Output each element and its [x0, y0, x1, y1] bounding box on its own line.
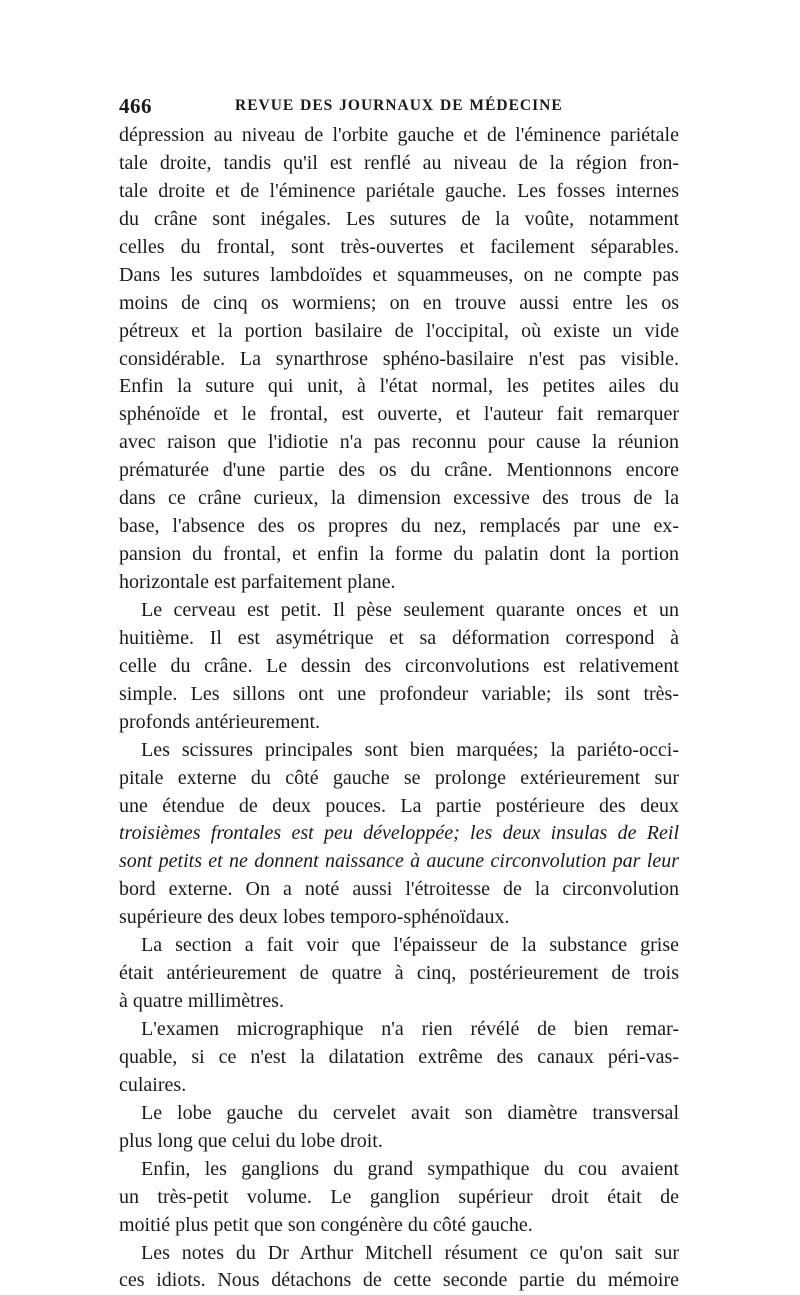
text-line: culaires. — [119, 1073, 187, 1096]
text-line: Le cerveau est petit. Il pèse seulement quarante onces et un — [141, 598, 679, 621]
text-line: ces idiots. Nous détachons de cette seconde partie du mémoire — [119, 1269, 679, 1292]
text-line: sphénoïde et le frontal, est ouverte, et l'auteur fait remarquer — [119, 403, 679, 426]
text-line: pitale externe du côté gauche se prolonge extérieurement sur — [119, 766, 679, 789]
text-line: considérable. La synarthrose sphéno-basilaire n'est pas visible. — [119, 347, 679, 370]
text-line: L'examen micrographique n'a rien révélé de bien remar- — [141, 1018, 679, 1040]
text-line: un très-petit volume. Le ganglion supérieur droit était de — [119, 1185, 679, 1208]
text-line: troisièmes frontales est peu développée; les deux insulas de Reil — [119, 822, 679, 845]
text-line: Le lobe gauche du cervelet avait son diamètre transversal — [141, 1101, 679, 1124]
text-line: une étendue de deux pouces. La partie postérieure des deux — [119, 794, 679, 817]
text-line: celle du crâne. Le dessin des circonvolutions est relativement — [119, 654, 679, 677]
text-line: quable, si ce n'est la dilatation extrême des canaux péri-vas- — [119, 1045, 679, 1068]
text-line: plus long que celui du lobe droit. — [119, 1129, 383, 1152]
text-line: avec raison que l'idiotie n'a pas reconnu pour cause la réunion — [119, 431, 679, 454]
text-line: simple. Les sillons ont une profondeur variable; ils sont très- — [119, 682, 679, 705]
text-line: dépression au niveau de l'orbite gauche et de l'éminence pariétale — [119, 124, 679, 146]
text-line: du crâne sont inégales. Les sutures de la voûte, notamment — [119, 207, 679, 230]
text-line: Dans les sutures lambdoïdes et squammeuses, on ne compte pas — [119, 263, 679, 286]
text-line: prématurée d'une partie des os du crâne. Mentionnons encore — [119, 459, 679, 482]
text-line: à quatre millimètres. — [119, 990, 284, 1013]
text-line: Enfin, les ganglions du grand sympathique du cou avaient — [141, 1157, 679, 1180]
text-line: celles du frontal, sont très-ouvertes et facilement séparables. — [119, 235, 679, 258]
text-line: base, l'absence des os propres du nez, remplacés par une ex- — [119, 515, 679, 538]
text-line: pansion du frontal, et enfin la forme du palatin dont la portion — [119, 543, 679, 566]
page-number: 466 — [119, 94, 152, 118]
text-line: profonds antérieurement. — [119, 710, 321, 733]
text-line: tale droite et de l'éminence pariétale gauche. Les fosses internes — [119, 179, 679, 202]
text-line: bord externe. On a noté aussi l'étroitesse de la circonvolution — [119, 878, 679, 901]
page-header — [119, 94, 679, 120]
text-line: Les notes du Dr Arthur Mitchell résument ce qu'on sait sur — [141, 1241, 679, 1264]
text-line: était antérieurement de quatre à cinq, postérieurement de trois — [119, 962, 679, 985]
text-line: moitié plus petit que son congénère du côté gauche. — [119, 1213, 533, 1236]
text-line: La section a fait voir que l'épaisseur de la substance grise — [141, 934, 679, 957]
running-title: REVUE DES JOURNAUX DE MÉDECINE — [235, 97, 563, 114]
text-line: moins de cinq os wormiens; on en trouve aussi entre les os — [119, 291, 679, 314]
text-line: tale droite, tandis qu'il est renflé au niveau de la région fron- — [119, 151, 679, 174]
body-text — [119, 122, 679, 1295]
text-line: pétreux et la portion basilaire de l'occipital, où existe un vide — [119, 319, 679, 342]
text-line: Les scissures principales sont bien marquées; la pariéto-occi- — [141, 738, 679, 761]
text-line: sont petits et ne donnent naissance à aucune circonvolution par leur — [119, 850, 679, 873]
text-line: supérieure des deux lobes temporo-sphénoïdaux. — [119, 906, 510, 929]
text-line: horizontale est parfaitement plane. — [119, 571, 396, 593]
text-line: Enfin la suture qui unit, à l'état normal, les petites ailes du — [119, 375, 679, 398]
text-line: huitième. Il est asymétrique et sa déformation correspond à — [119, 626, 679, 649]
text-line: dans ce crâne curieux, la dimension excessive des trous de la — [119, 487, 679, 510]
